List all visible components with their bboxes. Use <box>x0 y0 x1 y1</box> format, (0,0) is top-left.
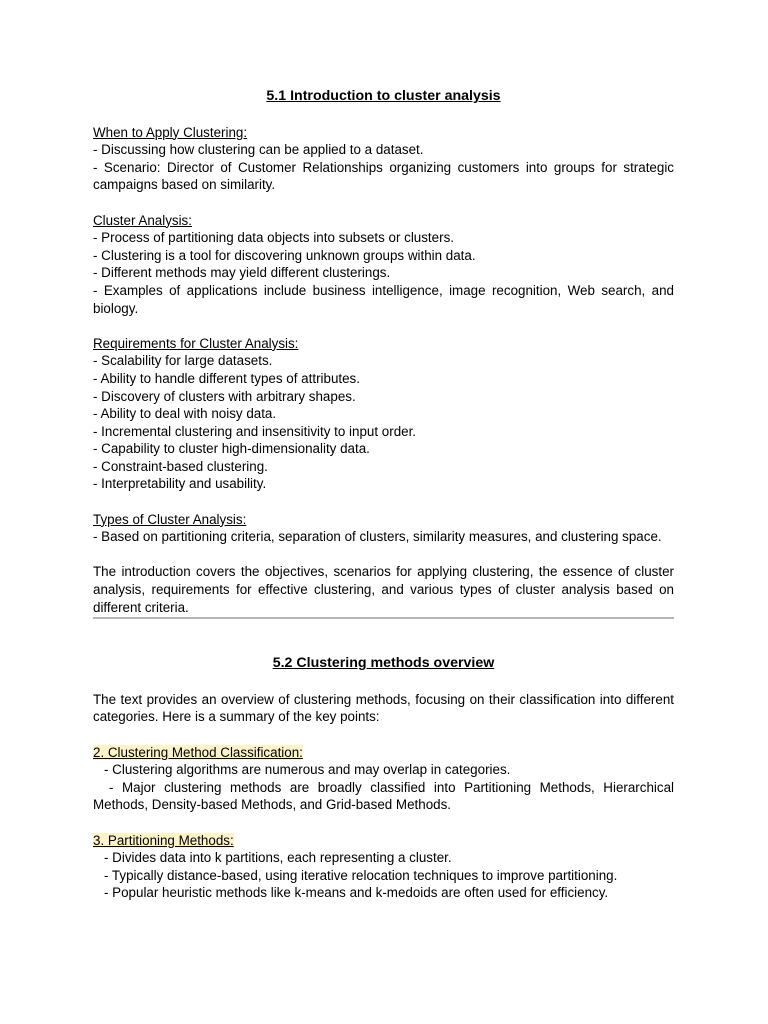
section-2-intro: The text provides an overview of clustering methods, focusing on their classification into different categories. Here is a summary of the key points: <box>93 691 674 725</box>
classification-block <box>93 744 674 814</box>
list-item: - Major clustering methods are broadly classified into Partitioning Methods, Hierarchical Methods, Density-based Methods, and Grid-based Methods. <box>93 779 674 813</box>
cluster-analysis-block <box>93 212 674 318</box>
cluster-analysis-heading: Cluster Analysis: <box>93 212 192 228</box>
list-item: - Typically distance-based, using iterative relocation techniques to improve partitioning. <box>104 867 618 883</box>
list-item: - Constraint-based clustering. <box>93 458 268 474</box>
when-to-apply-block <box>93 124 674 194</box>
document-page <box>93 88 674 920</box>
list-item: - Incremental clustering and insensitivity to input order. <box>93 423 417 439</box>
partitioning-heading: 3. Partitioning Methods: <box>93 832 234 848</box>
list-item: - Divides data into k partitions, each representing a cluster. <box>104 850 452 866</box>
types-block <box>93 511 674 546</box>
list-item: - Popular heuristic methods like k-means and k-medoids are often used for efficiency. <box>104 885 609 901</box>
list-item: - Interpretability and usability. <box>93 476 267 492</box>
section-divider <box>93 617 674 619</box>
list-item: - Scenario: Director of Customer Relationships organizing customers into groups for strategic campaigns based on similarity. <box>93 159 674 193</box>
list-item: - Clustering is a tool for discovering unknown groups within data. <box>93 247 476 263</box>
list-item: - Discussing how clustering can be applied to a dataset. <box>93 142 424 158</box>
list-item: - Scalability for large datasets. <box>93 353 273 369</box>
classification-heading: 2. Clustering Method Classification: <box>93 744 303 760</box>
section-1-summary: The introduction covers the objectives, scenarios for applying clustering, the essence of cluster analysis, requirements for effective clustering, and various types of cluster analysis based on different criteria. <box>93 564 674 615</box>
section-1-title: 5.1 Introduction to cluster analysis <box>266 88 501 104</box>
list-item: - Ability to deal with noisy data. <box>93 406 277 422</box>
list-item: - Process of partitioning data objects into subsets or clusters. <box>93 230 454 246</box>
list-item: - Discovery of clusters with arbitrary shapes. <box>93 388 356 404</box>
when-to-apply-heading: When to Apply Clustering: <box>93 124 248 140</box>
types-heading: Types of Cluster Analysis: <box>93 511 247 527</box>
requirements-heading: Requirements for Cluster Analysis: <box>93 335 299 351</box>
list-item: - Examples of applications include business intelligence, image recognition, Web search, and biology. <box>93 282 674 316</box>
list-item: - Clustering algorithms are numerous and may overlap in categories. <box>104 762 511 778</box>
list-item: - Different methods may yield different clusterings. <box>93 265 391 281</box>
list-item: - Based on partitioning criteria, separation of clusters, similarity measures, and clustering space. <box>93 529 662 545</box>
partitioning-block <box>93 832 674 902</box>
section-2-title: 5.2 Clustering methods overview <box>272 655 495 672</box>
requirements-block <box>93 335 674 493</box>
list-item: - Capability to cluster high-dimensionality data. <box>93 441 370 457</box>
list-item: - Ability to handle different types of attributes. <box>93 370 360 386</box>
